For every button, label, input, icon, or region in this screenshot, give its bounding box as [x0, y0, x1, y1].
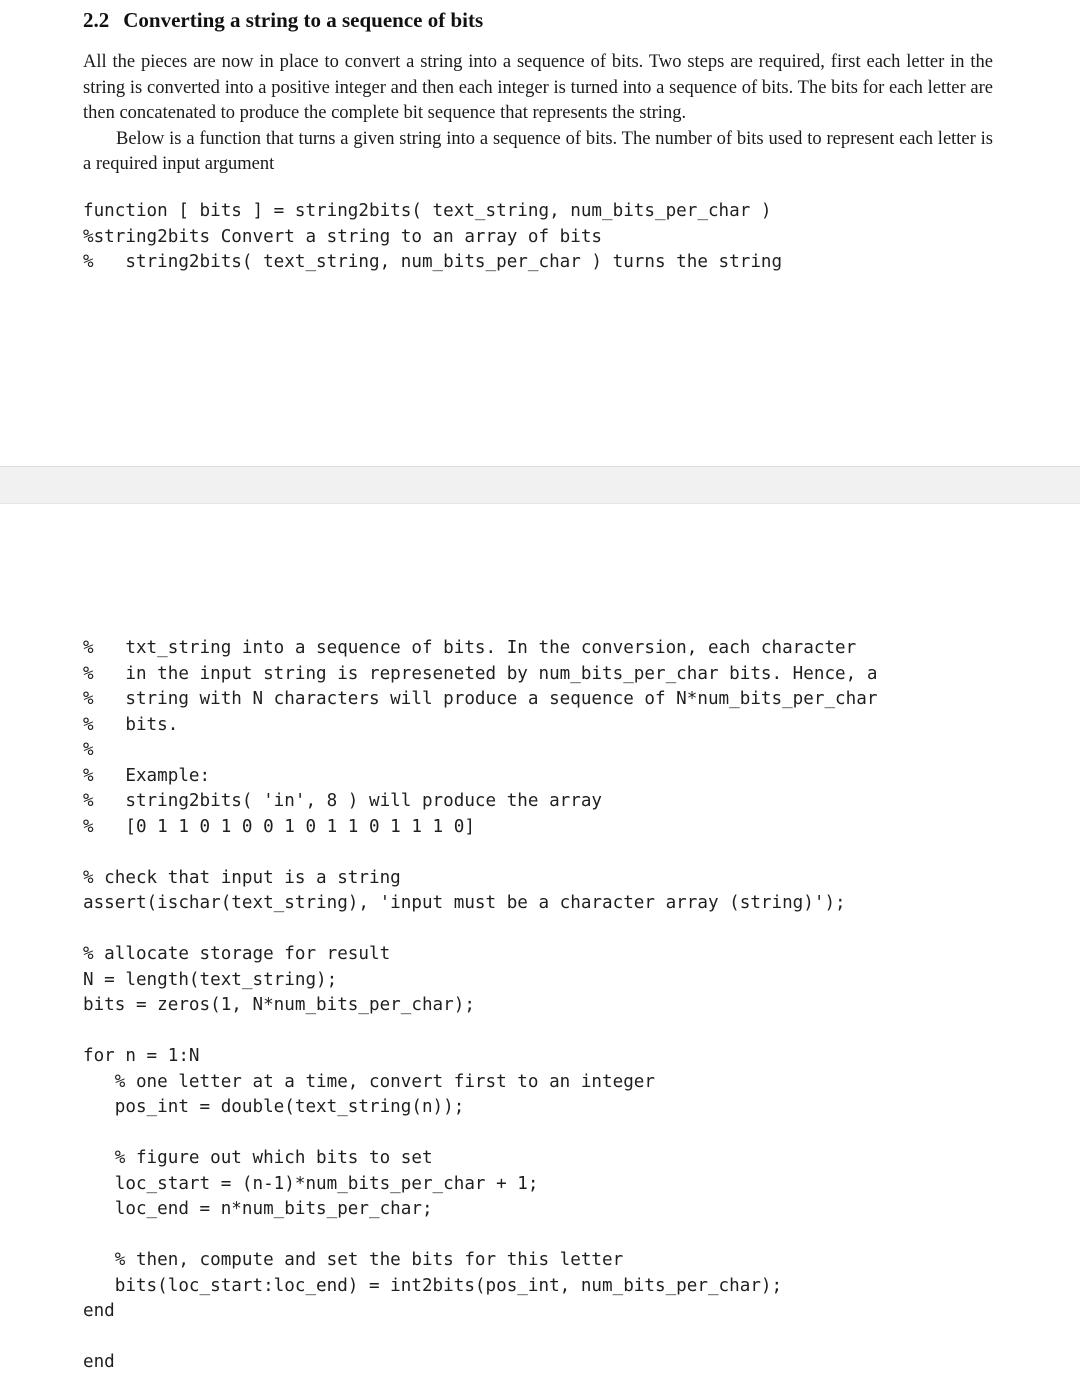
code-line: for n = 1:N — [83, 1046, 200, 1066]
code-line: % in the input string is represeneted by num_bits_per_char bits. Hence, a — [83, 663, 878, 684]
code-line: end — [83, 1301, 115, 1321]
code-line: end — [83, 1352, 115, 1372]
code-line: % [0 1 1 0 1 0 0 1 0 1 1 0 1 1 1 0] — [83, 816, 475, 837]
code-line — [83, 917, 877, 943]
code-line: bits(loc_start:loc_end) = int2bits(pos_int, num_bits_per_char); — [83, 1275, 783, 1296]
code-line: % then, compute and set the bits for this letter — [83, 1250, 624, 1270]
code-line: %string2bits Convert a string to an array of bits — [83, 226, 603, 247]
code-line: bits = zeros(1, N*num_bits_per_char); — [83, 995, 475, 1015]
code-line: % figure out which bits to set — [83, 1148, 433, 1168]
code-line: loc_end = n*num_bits_per_char; — [83, 1199, 433, 1219]
code-line: loc_start = (n-1)*num_bits_per_char + 1; — [83, 1173, 539, 1194]
code-line — [83, 1223, 877, 1249]
section-number: 2.2 — [83, 8, 110, 32]
paragraph-intro: All the pieces are now in place to convert a string into a sequence of bits. Two steps are required, first each letter in the string is converted into a positive integer and then each integer is turned into a sequence of bits. The bits for each letter are then concatenated to produce the complete bit sequence that represents the string. — [83, 52, 993, 123]
code-line: % string2bits( text_string, num_bits_per_char ) turns the string — [83, 252, 783, 272]
section-heading — [83, 8, 483, 33]
code-line: % check that input is a string — [83, 867, 401, 888]
code-line: % string2bits( 'in', 8 ) will produce the array — [83, 791, 603, 811]
code-listing-part-1 — [83, 199, 782, 276]
code-line: % allocate storage for result — [83, 944, 391, 964]
paragraph-function-description: Below is a function that turns a given string into a sequence of bits. The number of bits used to represent each letter is a required input argument — [83, 128, 993, 174]
code-line: N = length(text_string); — [83, 969, 338, 990]
code-line — [83, 1019, 877, 1045]
code-line: % Example: — [83, 765, 211, 786]
code-line — [83, 840, 877, 866]
code-line: pos_int = double(text_string(n)); — [83, 1097, 465, 1117]
code-line: % string with N characters will produce a sequence of N*num_bits_per_char — [83, 689, 878, 709]
document-page-1 — [0, 0, 1080, 466]
code-line: % txt_string into a sequence of bits. In the conversion, each character — [83, 638, 857, 658]
body-text — [83, 50, 993, 178]
code-line: assert(ischar(text_string), 'input must be a character array (string)'); — [83, 893, 846, 913]
code-line: % — [83, 740, 94, 760]
section-title: Converting a string to a sequence of bits — [123, 8, 484, 32]
code-line — [83, 1121, 877, 1147]
code-line: % bits. — [83, 714, 179, 735]
code-line — [83, 1325, 877, 1351]
code-line: % one letter at a time, convert first to an integer — [83, 1071, 655, 1092]
page-separator — [0, 466, 1080, 504]
code-listing-part-2 — [83, 636, 877, 1376]
code-line: function [ bits ] = string2bits( text_string, num_bits_per_char ) — [83, 201, 772, 221]
